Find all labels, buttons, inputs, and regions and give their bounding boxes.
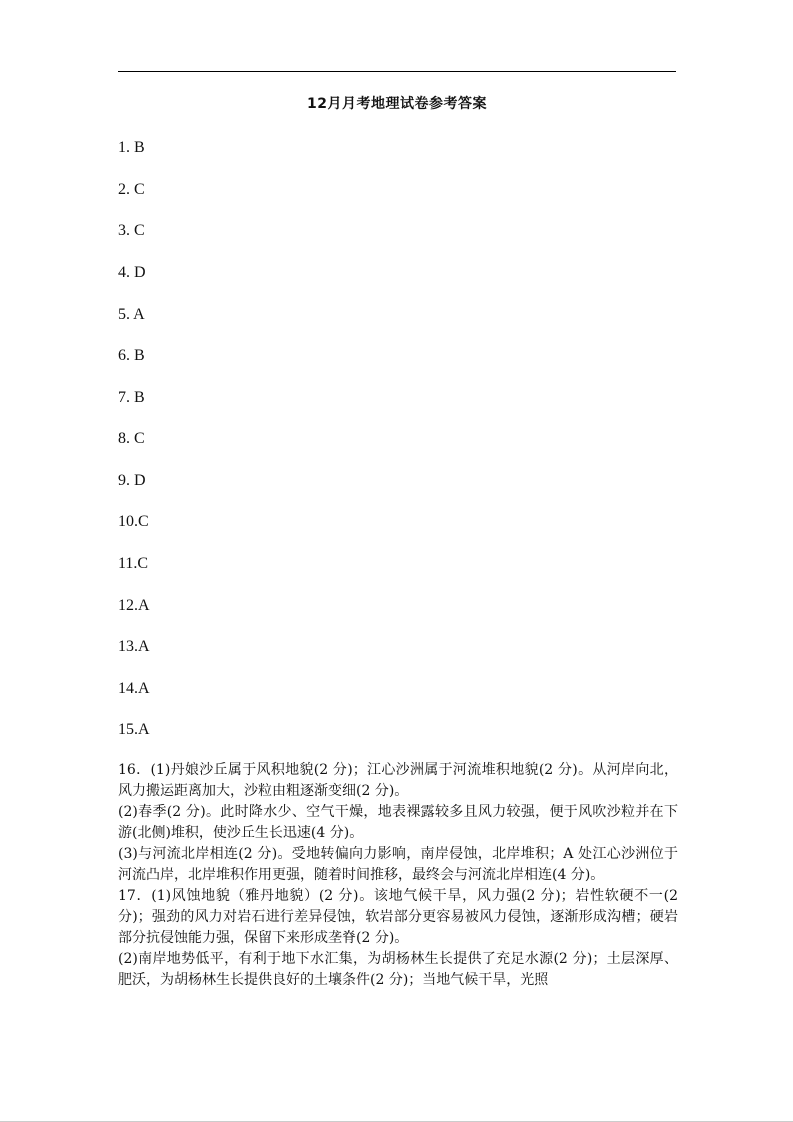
q16-part1: 16．(1)丹娘沙丘属于风积地貌(2 分)；江心沙洲属于河流堆积地貌(2 分)。从河岸向北，风力搬运距离加大，沙粒由粗逐渐变细(2 分)。 [118,762,678,799]
answer-item: 11.C [118,555,149,572]
q16-part2: (2)春季(2 分)。此时降水少、空气干燥，地表裸露较多且风力较强，便于风吹沙粒并在下游(北侧)堆积，使沙丘生长迅速(4 分)。 [118,804,678,841]
answer-item: 9. D [118,472,146,489]
answer-item: 8. C [118,430,145,447]
answer-item: 1. B [118,139,145,156]
answer-item: 10.C [118,513,149,530]
answer-item: 2. C [118,181,145,198]
q17-part2: (2)南岸地势低平，有利于地下水汇集，为胡杨林生长提供了充足水源(2 分)；土层深厚、肥沃，为胡杨林生长提供良好的土壤条件(2 分)；当地气候干旱，光照 [118,951,678,988]
answer-item: 14.A [118,680,150,697]
answer-item: 13.A [118,638,150,655]
answer-item: 12.A [118,597,150,614]
q17-part1: 17．(1)风蚀地貌（雅丹地貌）(2 分)。该地气候干旱，风力强(2 分)；岩性软硬不一(2 分)；强劲的风力对岩石进行差异侵蚀，软岩部分更容易被风力侵蚀，逐渐形成沟槽；硬岩部分抗侵蚀能力强，保留下来形成垄脊(2 分)。 [118,888,678,946]
answer-item: 6. B [118,347,145,364]
answer-item: 5. A [118,306,145,323]
answer-item: 15.A [118,721,150,738]
top-rule [118,71,676,72]
answer-item: 4. D [118,264,146,281]
answer-item: 3. C [118,222,145,239]
answer-item: 7. B [118,389,145,406]
page-title: 12月月考地理试卷参考答案 [307,96,487,112]
q16-part3: (3)与河流北岸相连(2 分)。受地转偏向力影响，南岸侵蚀，北岸堆积；A 处江心沙洲位于河流凸岸，北岸堆积作用更强，随着时间推移，最终会与河流北岸相连(4 分)。 [118,846,678,883]
essay-answers [118,760,678,991]
